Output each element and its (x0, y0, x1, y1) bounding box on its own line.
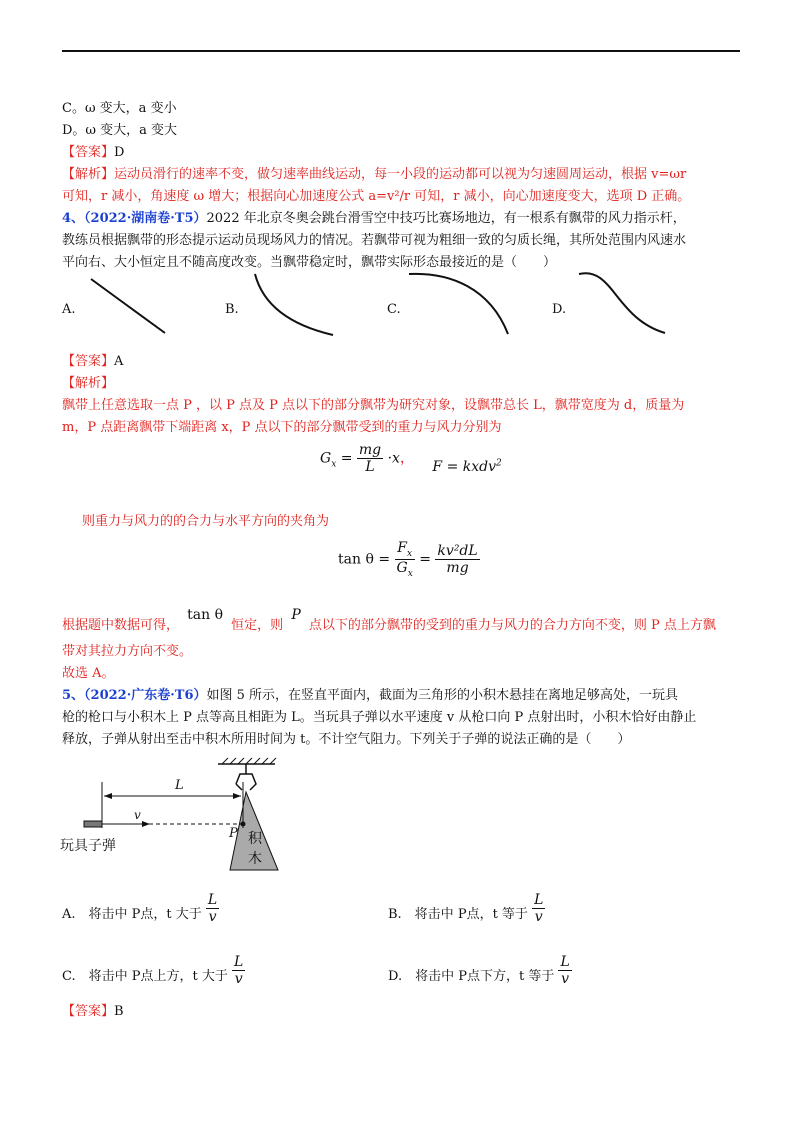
q5-option-c-den: v (234, 971, 243, 987)
formula-tan-num1-sub: x (406, 548, 413, 559)
fig-block-char-1: 积 (248, 831, 262, 847)
answer-label: 【答案】 (62, 145, 115, 160)
answer-line (62, 141, 124, 160)
inline-tan-theta: tan θ (187, 607, 224, 623)
q5-option-d (388, 954, 572, 993)
q4-conclusion: 故选 A。 (62, 666, 115, 681)
q5-stem-1: 如图 5 所示，在竖直平面内，截面为三角形的小积木悬挂在离地足够高处，一玩具 (206, 688, 679, 703)
q5-option-a-text: A. 将击中 P点，t 大于 (62, 907, 202, 922)
fig-label-L: L (175, 778, 184, 793)
q5-option-a-num: L (207, 892, 218, 908)
ribbon-c-curve (405, 268, 515, 340)
q5-option-c-text: C. 将击中 P点上方，t 大于 (62, 969, 228, 984)
q4-answer-label: 【答案】 (62, 354, 115, 369)
q5-option-a-den: v (208, 909, 217, 925)
q4-analysis-line-5: 带对其拉力方向不变。 (62, 644, 193, 659)
q4-stem-1: 2022 年北京冬奥会跳台滑雪空中技巧比赛场地边，有一根系有飘带的风力指示杆， (206, 211, 686, 226)
q4-ana4b: 恒定，则 (231, 618, 284, 633)
formula-gx-lhs: G (320, 450, 332, 467)
q4-option-b: B. (225, 302, 239, 317)
formula-separator: ， (399, 450, 414, 467)
formula-tan-num2: kv²dL (437, 542, 478, 559)
q4-stem-line-2: 教练员根据飘带的形态提示运动员现场风力的情况。若飘带可视为粗细一致的匀质长绳，其所处范围内风速水 (62, 233, 687, 248)
formula-tan-lhs: tan θ = (338, 551, 391, 568)
q5-option-d-num: L (560, 954, 570, 970)
q4-option-c: C. (387, 302, 401, 317)
q5-option-a (62, 892, 219, 931)
q4-ana4a: 根据题中数据可得， (62, 618, 180, 633)
formula-tan-num1: F (397, 540, 407, 556)
analysis-line-2: 可知，r 减小，角速度 ω 增大；根据向心加速度公式 a=v²/r 可知，r 减小，向心加速度变大，选项 D 正确。 (62, 189, 691, 204)
q5-option-c-fraction (232, 954, 245, 987)
q5-figure (60, 758, 320, 873)
q5-option-a-fraction (206, 892, 219, 925)
q5-option-b-den: v (534, 909, 543, 925)
q4-ana4c: 点以下的部分飘带的受到的重力与风力的合力方向不变，则 P 点上方飘 (308, 618, 716, 633)
inline-p: P (291, 607, 301, 623)
q5-option-b (388, 892, 545, 931)
formula-wind-force-text: F = kxdv (432, 458, 497, 475)
formula-gx-tail: ·x (387, 450, 400, 467)
formula-gx-sub: x (331, 459, 337, 470)
q5-option-d-den: v (561, 971, 570, 987)
q5-stem-line-3: 释放，子弹从射出至击中积木所用时间为 t。不计空气阻力。下列关于子弹的说法正确的是（ ） (62, 732, 631, 747)
q4-source: （2022·湖南卷·T5） (84, 211, 207, 226)
formula-tan-fraction-2 (435, 543, 479, 576)
option-c: C。ω 变大，a 变小 (62, 101, 177, 116)
answer-value: D (114, 145, 125, 160)
formula-tan-num1-wrap (395, 540, 415, 560)
formula-tan-eq: = (419, 551, 431, 568)
formula-gx-den: L (365, 459, 375, 475)
q5-option-d-fraction (558, 954, 571, 987)
fig-label-P: P (229, 826, 238, 841)
fig-bullet-label: 玩具子弹 (60, 838, 116, 854)
ribbon-d-curve (575, 268, 675, 338)
q5-source: （2022·广东卷·T6） (84, 688, 207, 703)
ribbon-b-curve (245, 270, 340, 340)
q4-analysis-label: 【解析】 (62, 376, 115, 391)
q4-answer-value: A (114, 354, 124, 369)
formula-tan-fraction-1 (395, 540, 415, 579)
formula-tan-den1-wrap (395, 560, 415, 579)
formula-gx-num: mg (358, 442, 382, 458)
analysis-label: 【解析】 (62, 167, 115, 182)
q4-analysis-line-4 (62, 607, 716, 633)
analysis-text-1: 运动员滑行的速率不变，做匀速率曲线运动，每一小段的运动都可以视为匀速圆周运动，根据 v=ωr (114, 167, 687, 182)
q5-option-b-num: L (534, 892, 544, 908)
q5-number: 5、 (62, 688, 85, 703)
formula-tan-den1: G (396, 559, 408, 576)
formula-gx-fraction (357, 442, 383, 475)
formula-wind-force (432, 459, 501, 475)
q4-stem-line-1 (62, 207, 686, 226)
q5-option-d-text: D. 将击中 P点下方，t 等于 (388, 969, 555, 984)
formula-tan-theta (338, 540, 480, 579)
q4-option-d: D. (552, 302, 567, 317)
q5-answer-value: B (114, 1004, 124, 1019)
option-d: D。ω 变大，a 变大 (62, 123, 178, 138)
fig-block-char-2: 木 (248, 851, 262, 867)
q4-analysis-line-1: 飘带上任意选取一点 P ，以 P 点及 P 点以下的部分飘带为研究对象，设飘带总长 L，飘带宽度为 d，质量为 (62, 398, 685, 413)
q5-option-b-fraction (532, 892, 545, 925)
q5-answer-label: 【答案】 (62, 1004, 115, 1019)
q4-answer-line (62, 350, 123, 369)
q5-option-c (62, 954, 245, 993)
q4-stem-line-3: 平向右、大小恒定且不随高度改变。当飘带稳定时，飘带实际形态最接近的是（ ） (62, 255, 557, 270)
ribbon-a-curve (85, 275, 175, 340)
analysis-line-1 (62, 163, 686, 182)
formula-tan-den1-sub: x (407, 568, 413, 579)
q5-stem-line-2: 枪的枪口与小积木上 P 点等高且相距为 L。当玩具子弹以水平速度 v 从枪口向 P 点射出时，小积木恰好由静止 (62, 710, 697, 725)
q4-option-a: A. (62, 302, 76, 317)
q4-analysis-line-3: 则重力与风力的的合力与水平方向的夹角为 (82, 514, 330, 529)
q5-option-b-text: B. 将击中 P点，t 等于 (388, 907, 528, 922)
q5-option-c-num: L (234, 954, 244, 970)
formula-tan-den2: mg (446, 559, 469, 576)
q5-stem-line-1 (62, 684, 678, 703)
q4-number: 4、 (62, 211, 85, 226)
header-rule (62, 50, 740, 52)
fig-label-v: v (134, 808, 141, 822)
formula-wind-force-sup: 2 (496, 457, 502, 468)
q5-answer-line (62, 1000, 124, 1019)
formula-gravity-wind: $G_x$ = $\frac{mg}{L}$ ·x， F = kxdv$^2$ (320, 442, 502, 475)
q4-analysis-line-2: m，P 点距离飘带下端距离 x，P 点以下的部分飘带受到的重力与风力分别为 (62, 420, 502, 435)
